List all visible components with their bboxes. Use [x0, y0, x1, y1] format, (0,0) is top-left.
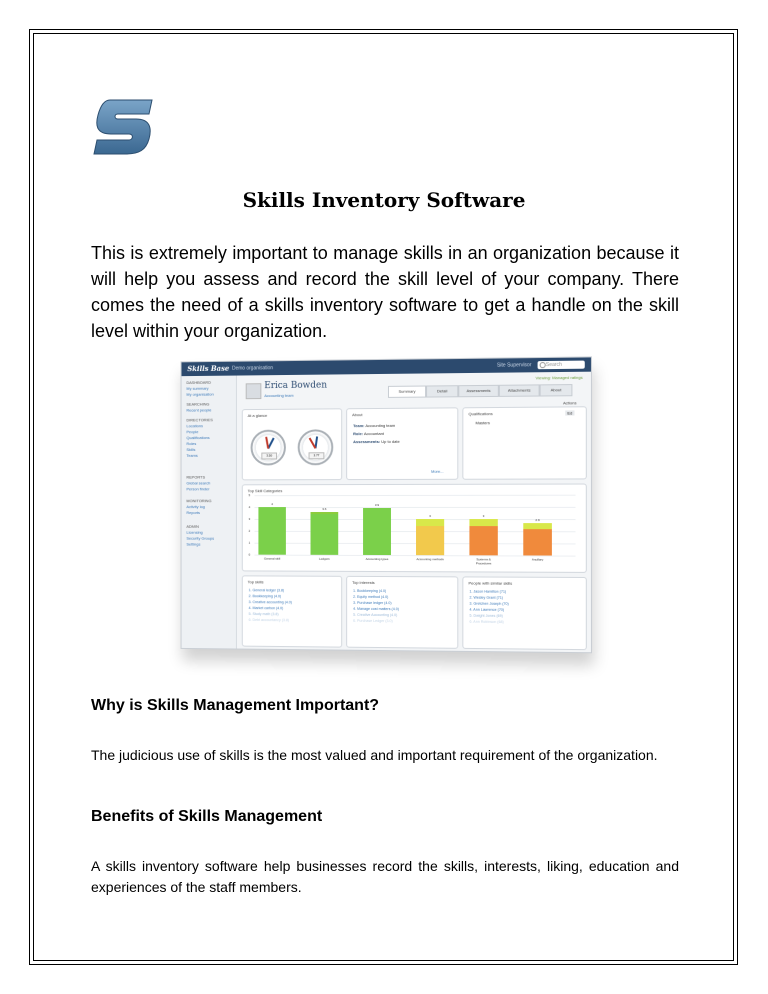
app-brand: Skills Base: [187, 363, 230, 374]
top-skills-list: [242, 575, 342, 647]
avatar: [246, 383, 262, 399]
panel-title: Top skills: [247, 579, 264, 585]
about-assess-value: Up to date: [381, 438, 400, 444]
list-item[interactable]: 2. Bookkeeping (4.0): [248, 594, 282, 599]
about-more-link[interactable]: More...: [431, 468, 444, 474]
sidebar-group: MONITORING: [186, 498, 212, 504]
y-tick-label: 0: [248, 552, 251, 557]
app-topbar: [182, 357, 591, 376]
app-search-input[interactable]: [538, 361, 585, 370]
sidebar-link[interactable]: Qualifications: [186, 435, 210, 441]
about-team: [353, 423, 395, 428]
tab-assessments[interactable]: Assessments: [458, 385, 499, 397]
chart-bar-skill[interactable]: [416, 519, 444, 526]
search-placeholder: Search: [545, 361, 562, 369]
panel-title: About: [352, 412, 363, 418]
tab-attachments[interactable]: Attachments: [499, 384, 540, 397]
gauge-value: 2.77: [309, 452, 325, 459]
x-category-label: Systems & Procedures: [475, 557, 492, 566]
section-heading-benefits: Benefits of Skills Management: [91, 808, 323, 825]
panel-title: Qualifications: [468, 411, 493, 417]
list-item[interactable]: 5. Study math (3.8): [248, 612, 279, 617]
sidebar-link[interactable]: Locations: [186, 423, 203, 429]
section-heading-why: Why is Skills Management Important?: [91, 697, 380, 714]
list-item[interactable]: 4. Market carbon (4.0): [248, 606, 284, 611]
viewing-mode[interactable]: Viewing: Managed ratings: [535, 374, 583, 381]
chart-gridline: [255, 495, 576, 496]
x-category-label: General skill: [264, 556, 281, 561]
list-item[interactable]: 3. Creative accounting (4.0): [248, 600, 292, 605]
sidebar-link[interactable]: Teams: [186, 452, 198, 458]
sidebar-link[interactable]: Person finder: [186, 486, 210, 492]
y-tick-label: 4: [248, 505, 251, 510]
x-category-label: Accounting methods: [416, 557, 444, 562]
chart-bar-interest[interactable]: [416, 526, 444, 555]
y-tick-label: 2: [248, 528, 251, 533]
gauge-value: 3.50: [261, 452, 277, 459]
product-screenshot: [167, 351, 596, 678]
actions-menu[interactable]: Actions: [563, 400, 577, 406]
sidebar-group: ADMIN: [186, 523, 199, 529]
qualification-item: Masters: [475, 420, 490, 426]
bar-data-label: 4: [271, 502, 273, 507]
bar-data-label: 2.9: [535, 517, 540, 522]
chart-bar-interest[interactable]: [311, 514, 339, 555]
about-role: [353, 431, 384, 436]
sidebar-link[interactable]: My organisation: [186, 391, 214, 397]
tab-about[interactable]: About: [540, 384, 573, 396]
edit-button[interactable]: Ed: [565, 410, 574, 415]
sidebar-group: REPORTS: [186, 474, 206, 480]
employee-name: Erica Bowden: [264, 380, 327, 392]
about-assess-label: Assessments:: [353, 438, 381, 445]
sidebar-group: SEARCHING: [186, 401, 210, 407]
sidebar-link[interactable]: Skills: [186, 446, 196, 452]
interest-gauge: [298, 429, 334, 465]
list-item[interactable]: 6. Debt accountancy (3.8): [248, 617, 289, 623]
list-item[interactable]: 3. Purchase ledger (4.0): [353, 600, 392, 606]
chart-bar-interest[interactable]: [469, 526, 497, 555]
at-a-glance-panel: [242, 408, 342, 480]
sidebar-link[interactable]: Recent people: [186, 407, 212, 413]
bar-data-label: 3: [429, 513, 431, 519]
about-panel: [346, 407, 458, 480]
about-team-value[interactable]: Accounting team: [365, 422, 396, 429]
list-item[interactable]: 1. General ledger (3.8): [248, 588, 285, 593]
x-category-label: Ledgers: [318, 556, 330, 561]
app-org: Demo organisation: [232, 365, 274, 372]
y-tick-label: 1: [248, 540, 251, 545]
sidebar-link[interactable]: Settings: [186, 541, 201, 547]
chart-bar-interest[interactable]: [363, 508, 391, 555]
chart-bar-interest[interactable]: [258, 507, 285, 555]
x-category-label: Accounting types: [365, 556, 389, 562]
bar-data-label: 3: [482, 513, 485, 519]
chart-gridline: [255, 507, 576, 508]
list-item[interactable]: 1. Bookkeeping (4.0): [353, 588, 387, 594]
list-item[interactable]: 5. Dwight Jones (69): [469, 613, 503, 618]
list-item[interactable]: 3. Gretchen Joseph (70): [469, 601, 509, 606]
list-item[interactable]: 4. Manage cost matters (4.0): [353, 606, 399, 612]
about-role-label: Role:: [353, 431, 364, 437]
employee-team-link[interactable]: Accounting team: [264, 392, 294, 399]
sidebar-group: DASHBOARD: [186, 379, 211, 385]
bar-data-label: 3.6: [322, 506, 327, 511]
about-team-label: Team:: [353, 423, 365, 429]
app-window: [181, 356, 592, 653]
list-item[interactable]: 2. Equity method (4.0): [353, 594, 389, 600]
skills-logo-icon: [92, 98, 154, 156]
top-skills-chart: [242, 483, 587, 572]
chart-bar-interest[interactable]: [523, 529, 552, 556]
about-role-value[interactable]: Accountant: [363, 430, 384, 437]
list-item[interactable]: 1. Jason Hamilton (71): [469, 589, 507, 594]
y-tick-label: 3: [248, 516, 251, 521]
panel-title: People with similar skills: [468, 580, 513, 586]
sidebar-link[interactable]: Roles: [186, 441, 197, 447]
list-item[interactable]: 2. Wesley Grant (71): [469, 595, 503, 600]
list-item[interactable]: 6. Purchase Ledger (3.0): [353, 618, 393, 624]
top-interests-list: [346, 576, 458, 649]
panel-title: Top interests: [352, 579, 375, 585]
sidebar-link[interactable]: Activity log: [186, 504, 205, 510]
intro-paragraph: This is extremely important to manage skills in an organization because it will help you assess and record the skill level of your company. There comes the need of a skills inventory software to get a handle on the skill level within your organization.: [91, 243, 679, 341]
bar-data-label: 3.9: [374, 503, 380, 508]
sidebar-link[interactable]: My summary: [186, 385, 209, 391]
section-body-why: The judicious use of skills is the most valued and important requirement of the organization.: [91, 747, 658, 763]
sidebar-link[interactable]: Licensing: [186, 529, 203, 535]
sidebar-link[interactable]: Global search: [186, 480, 211, 486]
qualifications-panel: [462, 406, 586, 480]
x-category-label: Ancillary: [531, 557, 544, 562]
list-item[interactable]: 4. Ann Lawrence (70): [469, 607, 505, 612]
y-tick-label: 5: [248, 493, 251, 498]
about-assessments: [353, 439, 400, 444]
tab-summary[interactable]: Summary: [388, 386, 426, 398]
similar-people-list: [462, 576, 586, 650]
panel-title: At a glance: [247, 412, 268, 418]
app-sidebar: [182, 376, 237, 649]
list-item[interactable]: 5. Creative Accounting (4.0): [353, 612, 398, 618]
list-item[interactable]: 6. Ann Robinson (68): [469, 619, 504, 625]
sidebar-link[interactable]: People: [186, 429, 199, 435]
sidebar-group: DIRECTORIES: [186, 417, 213, 423]
sidebar-link[interactable]: Security Groups: [186, 535, 215, 541]
chart-title: Top Skill Categories: [247, 488, 283, 494]
document-title: Skills Inventory Software: [242, 188, 526, 212]
app-role-menu[interactable]: Site Supervisor: [496, 362, 532, 369]
sidebar-link[interactable]: Reports: [186, 510, 200, 515]
gauge-needle: [265, 437, 269, 449]
tab-detail[interactable]: Detail: [426, 385, 458, 397]
chart-bar-skill[interactable]: [469, 519, 497, 526]
section-body-benefits: A skills inventory software help businesses record the skills, interests, liking, education and experiences of the staff members.: [91, 858, 679, 895]
skill-gauge: [251, 430, 286, 466]
